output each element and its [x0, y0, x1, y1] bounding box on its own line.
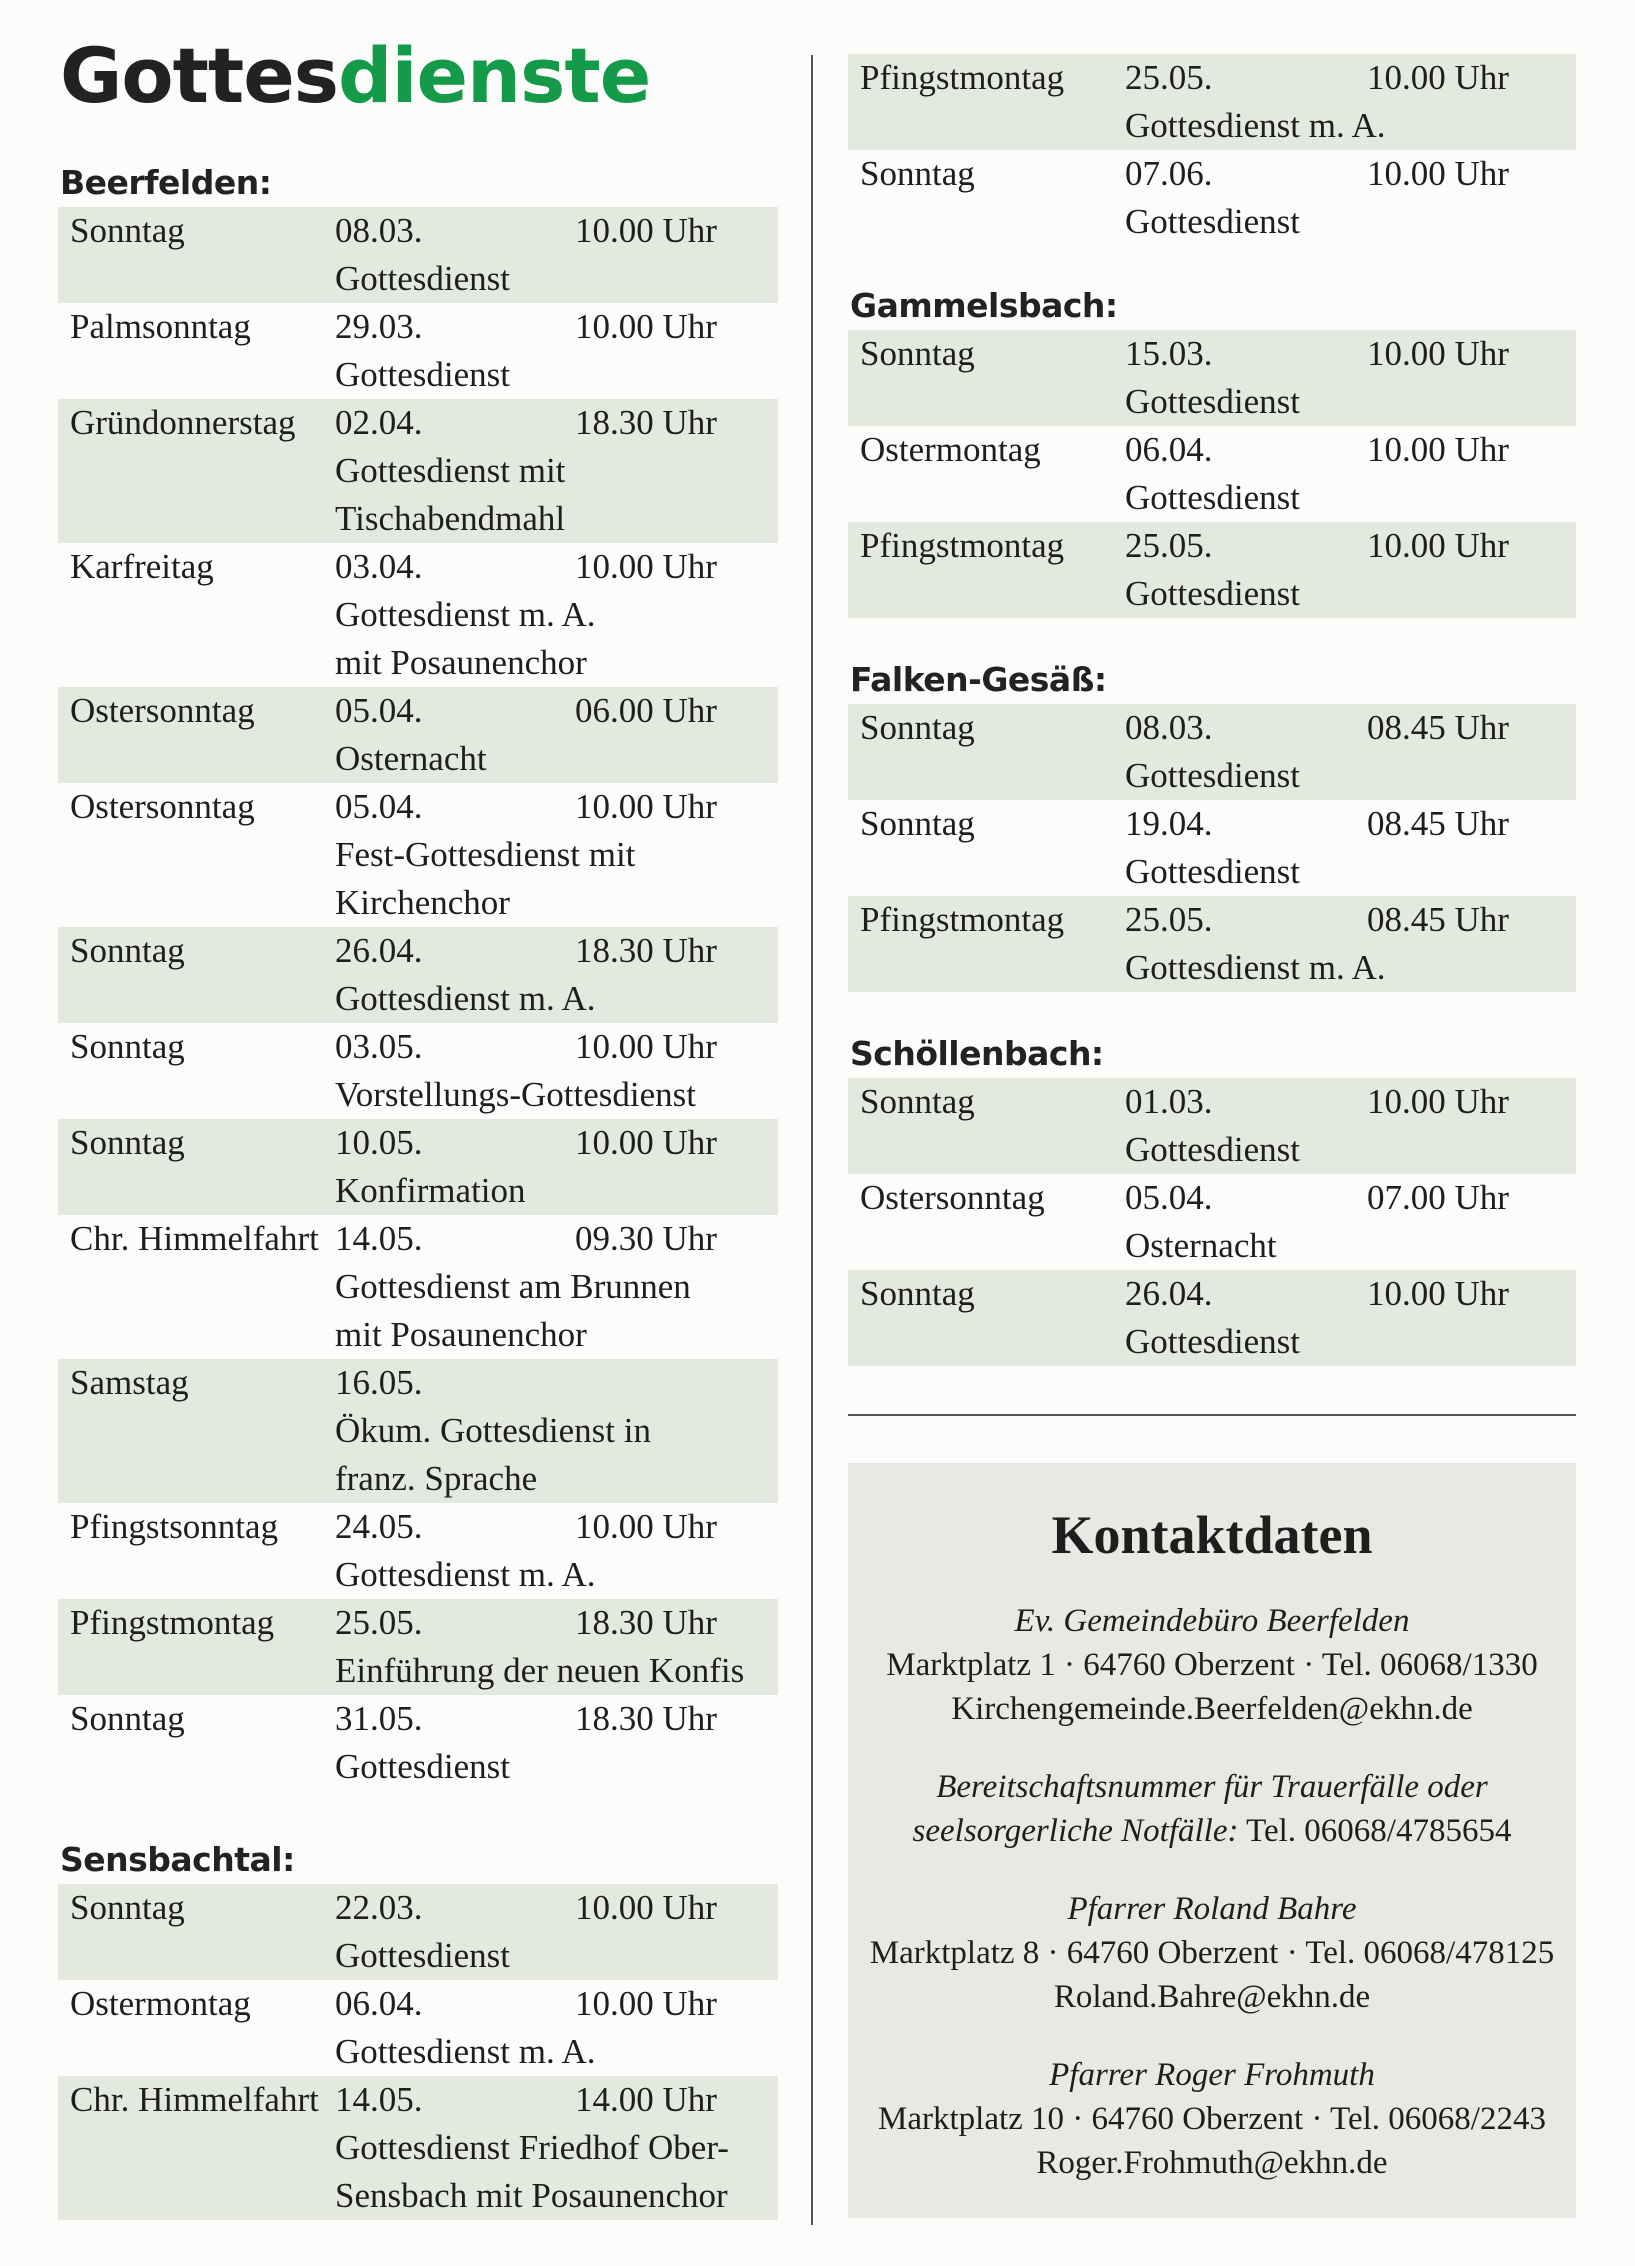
pastor2-email[interactable]: Roger.Frohmuth@ekhn.de [1036, 2145, 1388, 2181]
time-cell: 10.00 Uhr [575, 1123, 717, 1162]
description-cell: Gottesdienst [1125, 574, 1300, 613]
day-cell: Pfingstmontag [860, 900, 1065, 939]
description-cell: Gottesdienst [1125, 756, 1300, 795]
time-cell: 18.30 Uhr [575, 403, 717, 442]
office-address: Marktplatz 1 · 64760 Oberzent · Tel. 06068/1330 [886, 1647, 1538, 1683]
time-cell: 10.00 Uhr [1367, 526, 1509, 565]
time-cell: 18.30 Uhr [575, 1603, 717, 1642]
date-cell: 06.04. [1125, 430, 1213, 469]
section-gammelsbach [848, 282, 1576, 618]
column-divider [811, 55, 813, 2225]
time-cell: 10.00 Uhr [575, 787, 717, 826]
schedule-row [848, 1270, 1576, 1366]
schedule-row [58, 1215, 778, 1359]
day-cell: Gründonnerstag [70, 403, 296, 442]
description-cell: Gottesdienst [335, 1936, 510, 1975]
spacer [58, 2028, 335, 2076]
title-part-green: dienste [338, 31, 651, 120]
title-part-dark: Gottes [60, 31, 339, 120]
description-cell: Gottesdienst [1125, 1322, 1300, 1361]
day-cell: Ostermontag [860, 430, 1041, 469]
time-cell: 10.00 Uhr [575, 1984, 717, 2023]
schedule-row [58, 927, 778, 1023]
spacer [848, 102, 1125, 150]
schedule-row [848, 1174, 1576, 1270]
day-cell: Ostersonntag [70, 787, 255, 826]
day-cell: Sonntag [70, 1888, 185, 1927]
description-cell: Gottesdienst mit Tischabendmahl [335, 451, 566, 538]
schedule-row [58, 1359, 778, 1503]
description-cell: Gottesdienst [1125, 202, 1300, 241]
description-cell: Gottesdienst [1125, 1130, 1300, 1169]
description-cell: Vorstellungs-Gottesdienst [335, 1075, 697, 1114]
schedule-table [848, 330, 1576, 618]
office-block [848, 1599, 1576, 1731]
time-cell: 09.30 Uhr [575, 1219, 717, 1258]
section-schoellenbach [848, 1030, 1576, 1366]
schedule-table [848, 704, 1576, 992]
day-cell: Sonntag [860, 154, 975, 193]
date-cell: 25.05. [1125, 900, 1213, 939]
time-cell: 10.00 Uhr [1367, 1274, 1509, 1313]
date-cell: 02.04. [335, 403, 423, 442]
spacer [848, 198, 1125, 246]
description-cell: Gottesdienst m. A. [1125, 948, 1386, 987]
date-cell: 08.03. [1125, 708, 1213, 747]
date-cell: 05.04. [1125, 1178, 1213, 1217]
date-cell: 25.05. [1125, 526, 1213, 565]
time-cell: 10.00 Uhr [1367, 334, 1509, 373]
time-cell: 14.00 Uhr [575, 2080, 717, 2119]
description-cell: Gottesdienst [335, 259, 510, 298]
date-cell: 25.05. [1125, 58, 1213, 97]
description-cell: Gottesdienst am Brunnen mit Posaunenchor [335, 1267, 691, 1354]
time-cell: 18.30 Uhr [575, 931, 717, 970]
description-cell: Gottesdienst Friedhof Ober- Sensbach mit Posaunenchor [335, 2128, 729, 2215]
schedule-row [58, 207, 778, 303]
description-cell: Gottesdienst [335, 355, 510, 394]
spacer [58, 735, 335, 783]
time-cell: 18.30 Uhr [575, 1699, 717, 1738]
day-cell: Pfingstmontag [860, 526, 1065, 565]
schedule-row [58, 1980, 778, 2076]
description-cell: Gottesdienst m. A. [335, 2032, 596, 2071]
spacer [848, 1222, 1125, 1270]
time-cell: 08.45 Uhr [1367, 900, 1509, 939]
office-name: Ev. Gemeindebüro Beerfelden [1014, 1603, 1410, 1639]
date-cell: 31.05. [335, 1699, 423, 1738]
schedule-row [58, 2076, 778, 2220]
schedule-row [848, 330, 1576, 426]
description-cell: Gottesdienst [1125, 382, 1300, 421]
schedule-row [58, 543, 778, 687]
section-heading: Falken-Gesäß: [850, 660, 1107, 699]
description-cell: Gottesdienst m. A. [335, 1555, 596, 1594]
emergency-block [848, 1765, 1576, 1853]
spacer [58, 1647, 335, 1695]
day-cell: Palmsonntag [70, 307, 251, 346]
schedule-table [848, 1078, 1576, 1366]
day-cell: Ostermontag [70, 1984, 251, 2023]
spacer [58, 2124, 335, 2220]
date-cell: 08.03. [335, 211, 423, 250]
description-cell: Gottesdienst [1125, 478, 1300, 517]
contact-box [848, 1463, 1576, 2218]
date-cell: 05.04. [335, 691, 423, 730]
time-cell: 10.00 Uhr [1367, 58, 1509, 97]
section-heading: Beerfelden: [60, 163, 272, 202]
time-cell: 06.00 Uhr [575, 691, 717, 730]
time-cell: 10.00 Uhr [575, 1507, 717, 1546]
day-cell: Sonntag [860, 804, 975, 843]
time-cell: 08.45 Uhr [1367, 804, 1509, 843]
date-cell: 10.05. [335, 1123, 423, 1162]
spacer [58, 255, 335, 303]
date-cell: 01.03. [1125, 1082, 1213, 1121]
spacer [848, 378, 1125, 426]
day-cell: Sonntag [70, 1027, 185, 1066]
time-cell: 10.00 Uhr [1367, 1082, 1509, 1121]
office-email[interactable]: Kirchengemeinde.Beerfelden@ekhn.de [951, 1691, 1473, 1727]
date-cell: 19.04. [1125, 804, 1213, 843]
day-cell: Pfingstmontag [70, 1603, 275, 1642]
section-beerfelden [58, 159, 778, 1791]
description-cell: Gottesdienst [1125, 852, 1300, 891]
section-heading: Gammelsbach: [850, 286, 1118, 325]
page-title [60, 31, 651, 120]
schedule-row [58, 1503, 778, 1599]
pastor1-name: Pfarrer Roland Bahre [1067, 1891, 1357, 1927]
section-heading: Schöllenbach: [850, 1034, 1104, 1073]
spacer [848, 752, 1125, 800]
date-cell: 22.03. [335, 1888, 423, 1927]
spacer [58, 1071, 335, 1119]
spacer [58, 447, 335, 543]
date-cell: 25.05. [335, 1603, 423, 1642]
spacer [58, 1263, 335, 1359]
day-cell: Sonntag [70, 1123, 185, 1162]
date-cell: 14.05. [335, 1219, 423, 1258]
emergency-label-line1: Bereitschaftsnummer für Trauerfälle oder [936, 1769, 1488, 1805]
pastor1-email[interactable]: Roland.Bahre@ekhn.de [1053, 1979, 1371, 2015]
section-heading: Sensbachtal: [60, 1840, 295, 1879]
section-continued [848, 54, 1576, 246]
spacer [848, 1318, 1125, 1366]
schedule-row [58, 1884, 778, 1980]
date-cell: 26.04. [335, 931, 423, 970]
pastor1-address: Marktplatz 8 · 64760 Oberzent · Tel. 06068/478125 [869, 1935, 1555, 1971]
time-cell: 10.00 Uhr [575, 307, 717, 346]
description-cell: Fest-Gottesdienst mit Kirchenchor [335, 835, 636, 922]
day-cell: Sonntag [860, 334, 975, 373]
schedule-row [58, 399, 778, 543]
date-cell: 24.05. [335, 1507, 423, 1546]
schedule-row [58, 1599, 778, 1695]
description-cell: Gottesdienst m. A. mit Posaunenchor [335, 595, 596, 682]
schedule-row [58, 1695, 778, 1791]
schedule-row [848, 54, 1576, 150]
spacer [848, 570, 1125, 618]
description-cell: Konfirmation [335, 1171, 526, 1210]
time-cell: 10.00 Uhr [575, 547, 717, 586]
spacer [58, 351, 335, 399]
spacer [848, 1126, 1125, 1174]
emergency-phone: Tel. 06068/4785654 [1246, 1813, 1512, 1849]
emergency-label-line2: seelsorgerliche Notfälle: [912, 1813, 1239, 1849]
date-cell: 03.04. [335, 547, 423, 586]
schedule-row [848, 896, 1576, 992]
schedule-row [58, 783, 778, 927]
day-cell: Karfreitag [70, 547, 214, 586]
spacer [848, 474, 1125, 522]
schedule-row [848, 426, 1576, 522]
schedule-row [848, 150, 1576, 246]
day-cell: Chr. Himmelfahrt [70, 1219, 319, 1258]
spacer [58, 831, 335, 927]
day-cell: Sonntag [70, 211, 185, 250]
schedule-row [848, 1078, 1576, 1174]
date-cell: 26.04. [1125, 1274, 1213, 1313]
schedule-row [58, 1119, 778, 1215]
spacer [58, 1932, 335, 1980]
day-cell: Ostersonntag [70, 691, 255, 730]
day-cell: Sonntag [860, 1274, 975, 1313]
spacer [58, 591, 335, 687]
date-cell: 06.04. [335, 1984, 423, 2023]
spacer [848, 848, 1125, 896]
date-cell: 16.05. [335, 1363, 423, 1402]
day-cell: Sonntag [70, 931, 185, 970]
spacer [58, 1743, 335, 1791]
schedule-row [848, 522, 1576, 618]
day-cell: Pfingstsonntag [70, 1507, 279, 1546]
schedule-row [848, 800, 1576, 896]
schedule-row [848, 704, 1576, 800]
schedule-row [58, 303, 778, 399]
description-cell: Gottesdienst m. A. [335, 979, 596, 1018]
time-cell: 07.00 Uhr [1367, 1178, 1509, 1217]
spacer [58, 1407, 335, 1503]
schedule-table [58, 207, 778, 1791]
time-cell: 10.00 Uhr [575, 211, 717, 250]
time-cell: 10.00 Uhr [575, 1888, 717, 1927]
description-cell: Ökum. Gottesdienst in franz. Sprache [335, 1411, 651, 1498]
time-cell: 10.00 Uhr [1367, 430, 1509, 469]
schedule-row [58, 1023, 778, 1119]
schedule-table [58, 1884, 778, 2220]
schedule-row [58, 687, 778, 783]
contact-heading: Kontaktdaten [1051, 1505, 1373, 1565]
day-cell: Chr. Himmelfahrt [70, 2080, 319, 2119]
day-cell: Samstag [70, 1363, 189, 1402]
date-cell: 15.03. [1125, 334, 1213, 373]
time-cell: 10.00 Uhr [575, 1027, 717, 1066]
section-falken-gesaess [848, 656, 1576, 992]
day-cell: Sonntag [860, 708, 975, 747]
spacer [58, 1551, 335, 1599]
horizontal-divider [848, 1414, 1576, 1416]
time-cell: 10.00 Uhr [1367, 154, 1509, 193]
day-cell: Ostersonntag [860, 1178, 1045, 1217]
description-cell: Einführung der neuen Konfis [335, 1651, 745, 1690]
time-cell [575, 1359, 778, 1407]
spacer [848, 944, 1125, 992]
date-cell: 05.04. [335, 787, 423, 826]
spacer [58, 975, 335, 1023]
day-cell: Sonntag [860, 1082, 975, 1121]
time-cell: 08.45 Uhr [1367, 708, 1509, 747]
date-cell: 03.05. [335, 1027, 423, 1066]
date-cell: 14.05. [335, 2080, 423, 2119]
date-cell: 07.06. [1125, 154, 1213, 193]
day-cell: Sonntag [70, 1699, 185, 1738]
schedule-table [848, 54, 1576, 246]
pastor2-address: Marktplatz 10 · 64760 Oberzent · Tel. 06068/2243 [878, 2101, 1546, 2137]
date-cell: 29.03. [335, 307, 423, 346]
section-sensbachtal [58, 1836, 778, 2220]
description-cell: Osternacht [1125, 1226, 1277, 1265]
description-cell: Gottesdienst [335, 1747, 510, 1786]
day-cell: Pfingstmontag [860, 58, 1065, 97]
pastor2-name: Pfarrer Roger Frohmuth [1049, 2057, 1375, 2093]
pastor1-block [848, 1887, 1576, 2019]
description-cell: Osternacht [335, 739, 487, 778]
spacer [58, 1167, 335, 1215]
pastor2-block [848, 2053, 1576, 2185]
description-cell: Gottesdienst m. A. [1125, 106, 1386, 145]
